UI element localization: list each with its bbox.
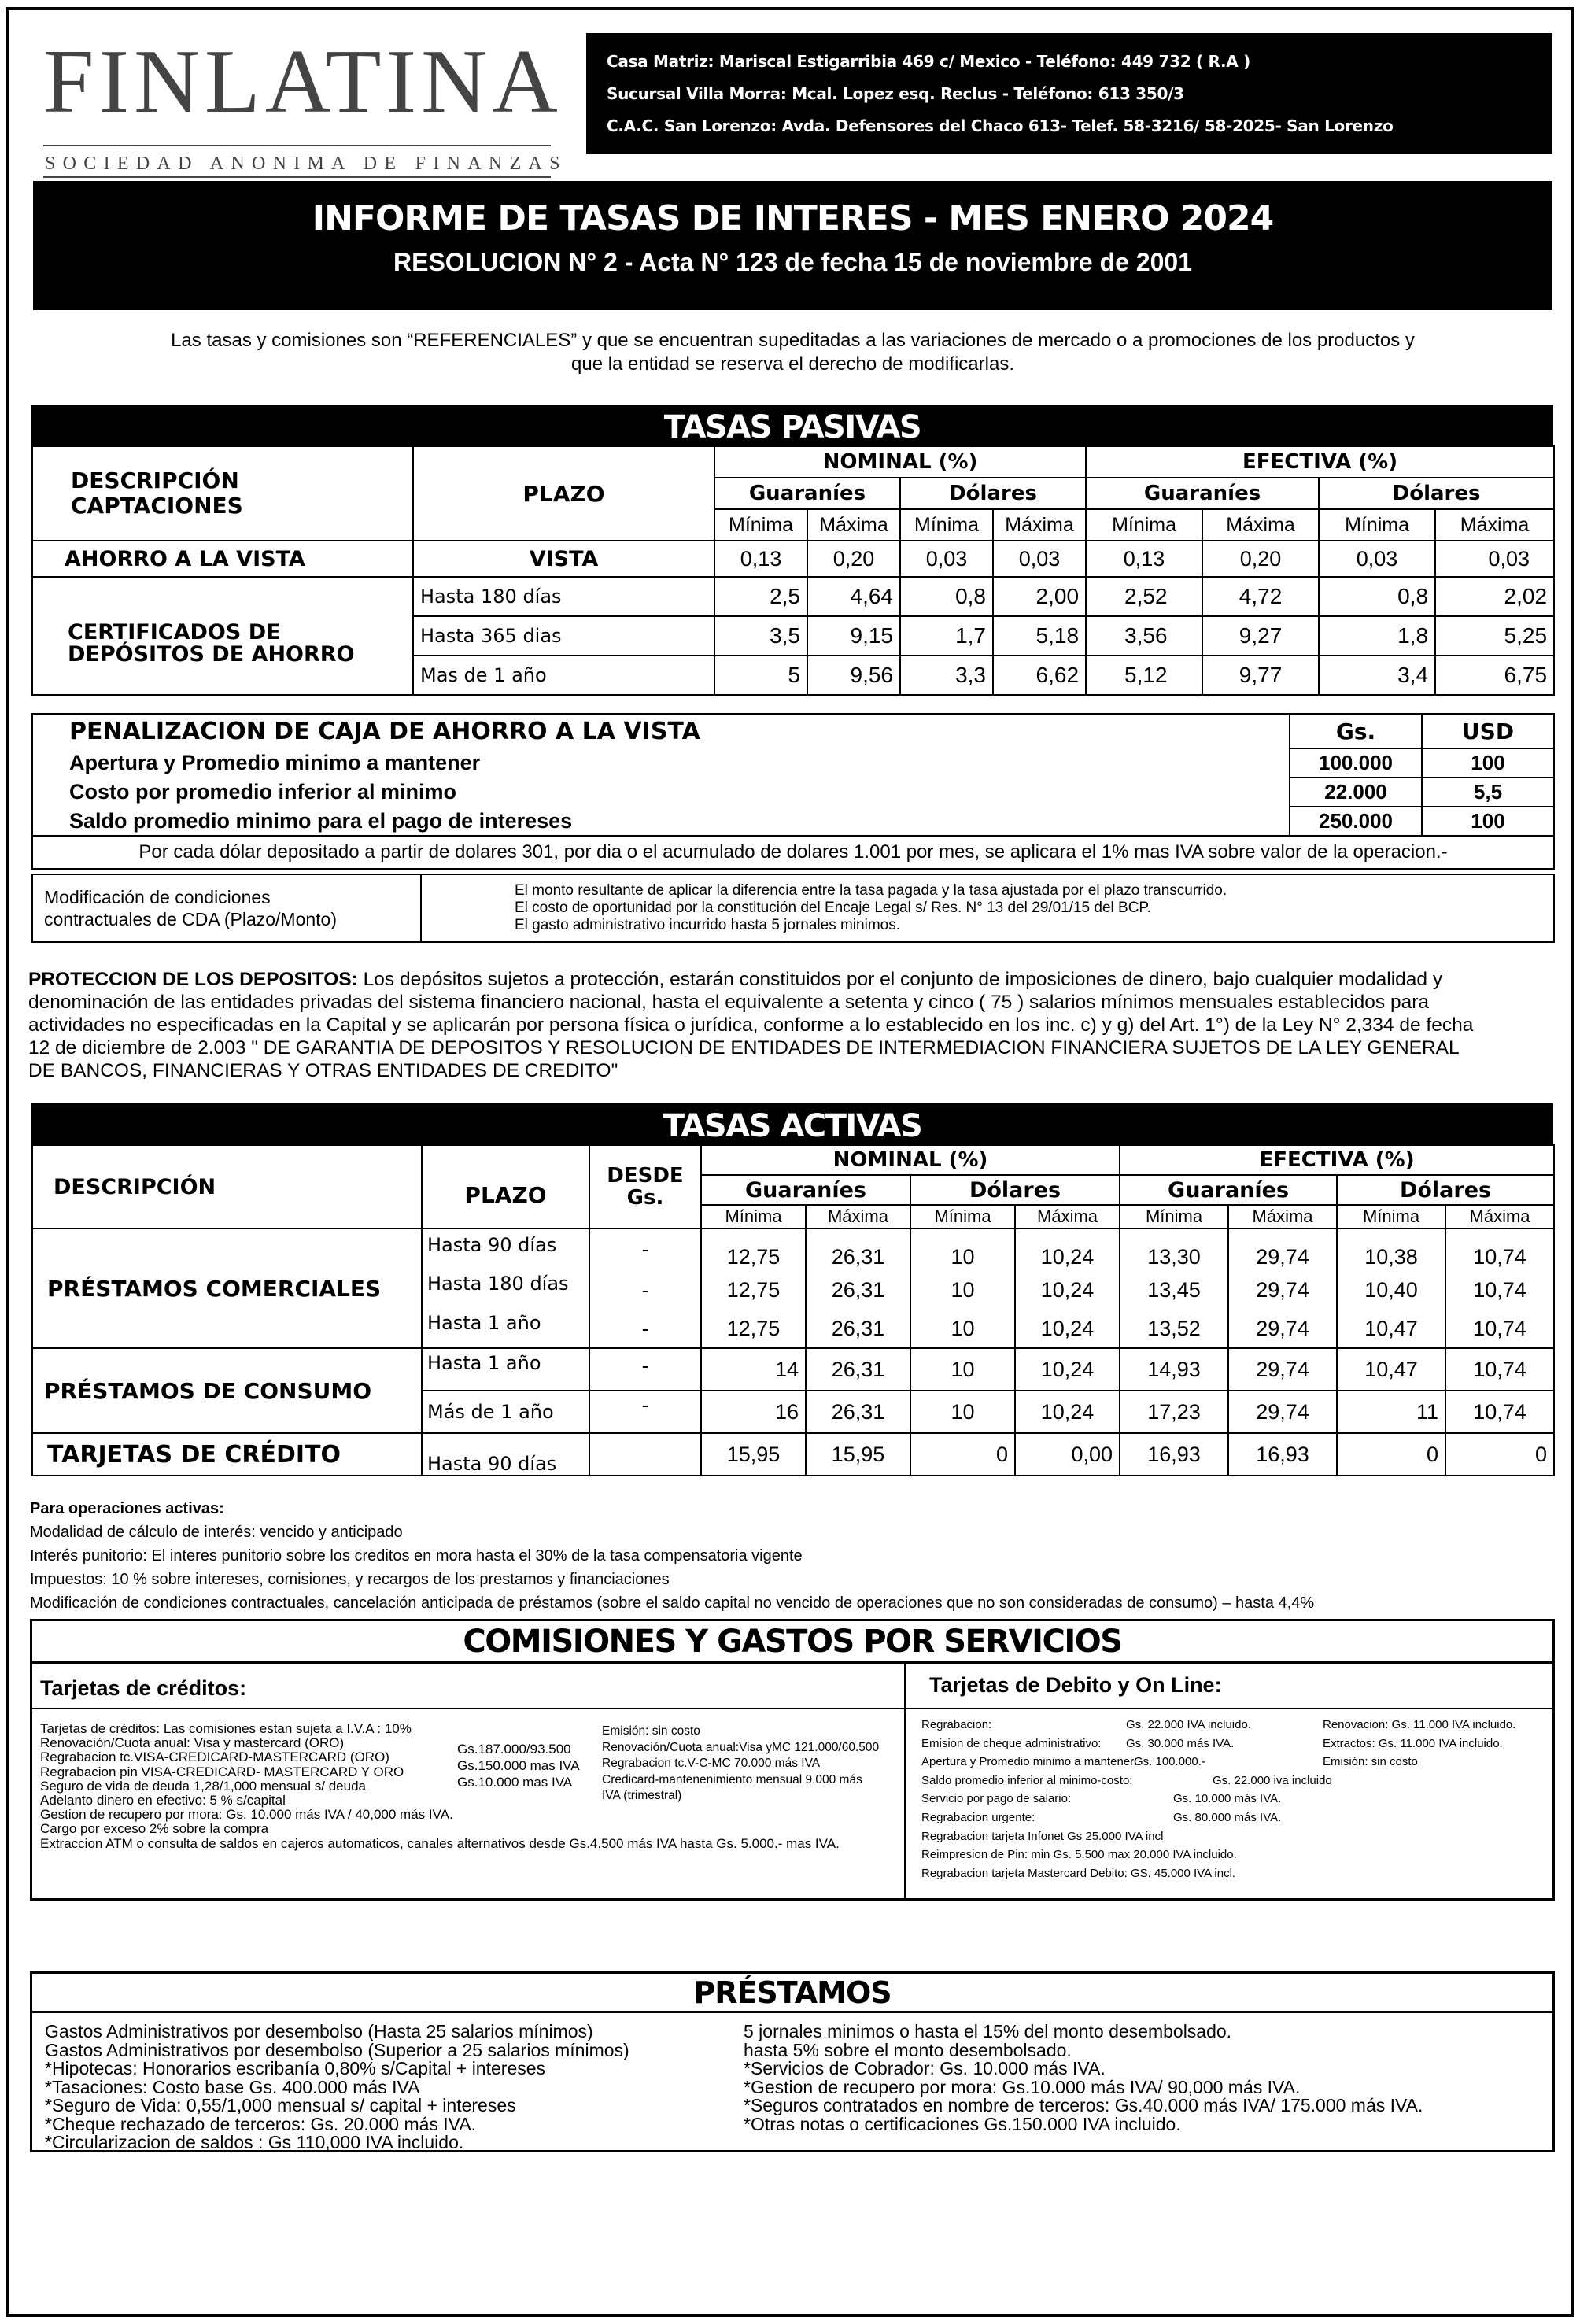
minima-header: Mínima: [900, 509, 993, 541]
desde-cell: -: [589, 1269, 701, 1310]
efectiva-header: EFECTIVA (%): [1086, 446, 1554, 478]
rate-cell: 10,47: [1337, 1348, 1445, 1391]
logo-rule: [43, 145, 551, 146]
rate-cell: 26,31: [806, 1229, 910, 1269]
rate-cell: 16,93: [1120, 1433, 1228, 1476]
rate-cell: 11: [1337, 1391, 1445, 1433]
plazo-cell: Hasta 90 días: [422, 1229, 589, 1269]
rate-cell: 10,74: [1445, 1269, 1554, 1310]
guaranies-header: Guaraníes: [714, 478, 900, 509]
maxima-header: Máxima: [1228, 1205, 1337, 1229]
rate-cell: 16: [701, 1391, 806, 1433]
penalizacion-table: [31, 713, 1555, 870]
plazo-cell: Mas de 1 año: [413, 656, 714, 695]
rate-cell: 14: [701, 1348, 806, 1391]
logo-subtitle: SOCIEDAD ANONIMA DE FINANZAS: [45, 153, 567, 174]
plazo-cell: Hasta 365 dias: [413, 616, 714, 656]
table-row: [32, 577, 1554, 616]
rate-cell: 10,47: [1337, 1310, 1445, 1348]
rate-cell: 0,8: [1319, 577, 1435, 616]
minima-header: Mínima: [714, 509, 807, 541]
gs-header: Gs.: [1290, 714, 1422, 748]
maxima-header: Máxima: [1015, 1205, 1120, 1229]
desc-header: DESCRIPCIÓN: [32, 1145, 422, 1229]
credito-col1: Tarjetas de créditos: Las comisiones estan sujeta a I.V.A : 10% Renovación/Cuota anual: Visa y mastercard (ORO) Regrabacion tc.VISA-CREDICARD-MASTERCARD (ORO) Regrabacion pin VISA-CREDICARD- MASTERCARD Y ORO Seguro de vida de deuda 1,28/1,000 mensual s/ deuda Adelanto dinero en efectivo: 5 % s/capital Gestion de recupero por mora: Gs. 10.000 más IVA / 40,000 más IVA. Cargo por exceso 2% sobre la compra Extraccion ATM o consulta de saldos en cajeros automaticos, canales alternativos desde Gs.4.500 más IVA hasta Gs. 5.000.- mas IVA.: [40, 1721, 840, 1851]
cda-label: CERTIFICADOS DE DEPÓSITOS DE AHORRO: [32, 577, 413, 695]
gs-value: 22.000: [1290, 778, 1422, 807]
dolares-header: Dólares: [910, 1175, 1120, 1205]
rate-cell: 10,24: [1015, 1229, 1120, 1269]
rate-cell: 2,5: [714, 577, 807, 616]
prestamos-title: PRÉSTAMOS: [32, 1974, 1552, 2013]
debito-col2: Gs. 22.000 IVA incluido. Gs. 30.000 más IVA. Gs. 100.000.- Gs. 22.000 iva incluido Gs. 10.000 más IVA. Gs. 80.000 más IVA.: [1126, 1718, 1332, 1824]
rate-cell: 4,72: [1202, 577, 1319, 616]
maxima-header: Máxima: [806, 1205, 910, 1229]
rate-cell: 0,20: [807, 541, 900, 577]
address-line: C.A.C. San Lorenzo: Avda. Defensores del Chaco 613- Telef. 58-3216/ 58-2025- San Lorenzo: [607, 116, 1394, 135]
maxima-header: Máxima: [1435, 509, 1554, 541]
usd-header: USD: [1422, 714, 1554, 748]
rate-cell: 0,13: [1086, 541, 1202, 577]
rate-cell: 17,23: [1120, 1391, 1228, 1433]
rate-cell: 2,02: [1435, 577, 1554, 616]
rate-cell: 5: [714, 656, 807, 695]
maxima-header: Máxima: [1202, 509, 1319, 541]
rate-cell: 0,03: [1319, 541, 1435, 577]
rate-cell: 12,75: [701, 1229, 806, 1269]
divider: [906, 1708, 1555, 1709]
report-title-box: [33, 181, 1552, 310]
rate-cell: 10: [910, 1310, 1015, 1348]
operaciones-notes: Para operaciones activas: Modalidad de cálculo de interés: vencido y anticipado Interés punitorio: El interes punitorio sobre los creditos en mora hasta el 30% de la tasa compensatoria vigente Impuestos: 10 % sobre intereses, comisiones, y recargos de los prestamos y financiaciones Modificación de condiciones contractuales, cancelación anticipada de préstamos (sobre el saldo capital no vencido de operaciones que no son consideradas de consumo) – hasta 4,4%: [30, 1497, 1556, 1615]
rate-cell: 9,15: [807, 616, 900, 656]
credito-col3: Emisión: sin costo Renovación/Cuota anual:Visa yMC 121.000/60.500 Regrabacion tc.V-C-MC 70.000 más IVA Credicard-mantenenimiento mensual 9.000 más IVA (trimestral): [602, 1724, 880, 1802]
rate-cell: 1,7: [900, 616, 993, 656]
maxima-header: Máxima: [807, 509, 900, 541]
table-row: [32, 1348, 1554, 1391]
comisiones-title: COMISIONES Y GASTOS POR SERVICIOS: [32, 1621, 1552, 1664]
rate-cell: 10: [910, 1391, 1015, 1433]
report-subtitle: RESOLUCION N° 2 - Acta N° 123 de fecha 15 de noviembre de 2001: [393, 248, 1192, 276]
rate-cell: 16,93: [1228, 1433, 1337, 1476]
table-row: [32, 748, 1554, 778]
penalizacion-label: Apertura y Promedio minimo a mantener: [32, 748, 1290, 778]
rate-cell: 1,8: [1319, 616, 1435, 656]
desde-cell: -: [589, 1229, 701, 1269]
minima-header: Mínima: [1120, 1205, 1228, 1229]
tasas-pasivas-title: TASAS PASIVAS: [31, 405, 1553, 445]
rate-cell: 4,64: [807, 577, 900, 616]
rate-cell: 9,27: [1202, 616, 1319, 656]
intro-line: Las tasas y comisiones son “REFERENCIALES” y que se encuentran supeditadas a las variaciones de mercado o a promociones de los productos y: [171, 330, 1415, 351]
table-row: [32, 1229, 1554, 1269]
desde-header: DESDE Gs.: [589, 1145, 701, 1229]
logo-wordmark: FINLATINA: [43, 31, 563, 132]
rate-cell: 10,24: [1015, 1269, 1120, 1310]
logo-rule-bottom: [43, 176, 551, 178]
rate-cell: 0,03: [993, 541, 1086, 577]
plazo-cell: Hasta 180 días: [413, 577, 714, 616]
contact-box: [586, 33, 1552, 154]
rate-cell: 13,52: [1120, 1310, 1228, 1348]
operaciones-title: Para operaciones activas:: [30, 1500, 224, 1517]
penalizacion-note: Por cada dólar depositado a partir de dolares 301, por dia o el acumulado de dolares 1.001 por mes, se aplicara el 1% mas IVA sobre valor de la operacion.-: [32, 836, 1554, 869]
prestamos-box: [30, 1971, 1555, 2152]
desde-cell: -: [589, 1348, 701, 1391]
rate-cell: 3,3: [900, 656, 993, 695]
rate-cell: 9,77: [1202, 656, 1319, 695]
rate-cell: 29,74: [1228, 1229, 1337, 1269]
rate-cell: 26,31: [806, 1391, 910, 1433]
table-row: [32, 807, 1554, 836]
prestamos-left: Gastos Administrativos por desembolso (Hasta 25 salarios mínimos) Gastos Administrativos por desembolso (Superior a 25 salarios mínimos) *Hipotecas: Honorarios escribanía 0,80% s/Capital + intereses *Tasaciones: Costo base Gs. 400.000 más IVA *Seguro de Vida: 0,55/1,000 mensual s/ capital + intereses *Cheque rechazado de terceros: Gs. 20.000 más IVA. *Circularizacion de saldos : Gs 110,000 IVA incluido.: [45, 2021, 629, 2152]
rate-cell: 5,12: [1086, 656, 1202, 695]
penalizacion-label: Saldo promedio minimo para el pago de intereses: [32, 807, 1290, 836]
rate-cell: 13,45: [1120, 1269, 1228, 1310]
gs-value: 250.000: [1290, 807, 1422, 836]
gs-value: 100.000: [1290, 748, 1422, 778]
rate-cell: 10,24: [1015, 1391, 1120, 1433]
maxima-header: Máxima: [993, 509, 1086, 541]
guaranies-header: Guaraníes: [701, 1175, 910, 1205]
table-row: [32, 541, 1554, 577]
rate-cell: 5,18: [993, 616, 1086, 656]
tasas-activas-title: TASAS ACTIVAS: [31, 1103, 1553, 1144]
penalizacion-title: PENALIZACION DE CAJA DE AHORRO A LA VISTA: [32, 714, 1290, 748]
desde-cell: -: [589, 1310, 701, 1348]
desde-cell: [589, 1433, 701, 1476]
rate-cell: 0: [910, 1433, 1015, 1476]
plazo-header: PLAZO: [413, 446, 714, 541]
rate-cell: 0,03: [900, 541, 993, 577]
rate-cell: 10: [910, 1229, 1015, 1269]
rate-cell: 26,31: [806, 1269, 910, 1310]
desc-header: DESCRIPCIÓN CAPTACIONES: [32, 446, 413, 541]
proteccion-title: PROTECCION DE LOS DEPOSITOS:: [28, 969, 358, 990]
nominal-header: NOMINAL (%): [714, 446, 1086, 478]
efectiva-header: EFECTIVA (%): [1120, 1145, 1554, 1175]
rate-cell: 26,31: [806, 1348, 910, 1391]
rate-cell: 29,74: [1228, 1391, 1337, 1433]
rate-cell: 12,75: [701, 1269, 806, 1310]
rate-cell: 10,24: [1015, 1348, 1120, 1391]
plazo-cell: Hasta 90 días: [422, 1433, 589, 1476]
divider: [32, 1708, 904, 1709]
rate-cell: 10: [910, 1269, 1015, 1310]
dolares-header: Dólares: [900, 478, 1086, 509]
debito-col1: Regrabacion: Emision de cheque administrativo: Apertura y Promedio minimo a mantener: Saldo promedio inferior al minimo-costo: Servicio por pago de salario: Regrabacion urgente: Regrabacion tarjeta Infonet Gs 25.000 IVA incl Reimpresion de Pin: min Gs. 5.500 max 20.000 IVA incluido. Regrabacion tarjeta Mastercard Debito: GS. 45.000 IVA incl.: [921, 1718, 1237, 1880]
minima-header: Mínima: [910, 1205, 1015, 1229]
plazo-header: PLAZO: [422, 1145, 589, 1229]
rate-cell: 29,74: [1228, 1269, 1337, 1310]
rate-cell: 0,20: [1202, 541, 1319, 577]
rate-cell: 10,40: [1337, 1269, 1445, 1310]
minima-header: Mínima: [1319, 509, 1435, 541]
rate-cell: 10,74: [1445, 1348, 1554, 1391]
dolares-header: Dólares: [1337, 1175, 1554, 1205]
rate-cell: 10,24: [1015, 1310, 1120, 1348]
plazo-cell: Más de 1 año: [422, 1391, 589, 1433]
mod-text: El monto resultante de aplicar la diferencia entre la tasa pagada y la tasa ajustada por el plazo transcurrido. El costo de oportunidad por la constitución del Encaje Legal s/ Res. N° 13 del 29/01/15 del BCP. El gasto administrativo incurrido hasta 5 jornales minimos.: [421, 874, 1554, 942]
usd-value: 5,5: [1422, 778, 1554, 807]
rate-cell: 26,31: [806, 1310, 910, 1348]
desde-cell: -: [589, 1391, 701, 1433]
ahorro-plazo: VISTA: [413, 541, 714, 577]
rate-cell: 15,95: [806, 1433, 910, 1476]
address-line: Casa Matriz: Mariscal Estigarribia 469 c/ Mexico - Teléfono: 449 732 ( R.A ): [607, 52, 1250, 71]
rate-cell: 13,30: [1120, 1229, 1228, 1269]
rate-cell: 5,25: [1435, 616, 1554, 656]
rate-cell: 6,62: [993, 656, 1086, 695]
rate-cell: 9,56: [807, 656, 900, 695]
nominal-header: NOMINAL (%): [701, 1145, 1120, 1175]
tarjetas-credito-title: Tarjetas de créditos:: [40, 1676, 247, 1700]
minima-header: Mínima: [1337, 1205, 1445, 1229]
mod-label: Modificación de condiciones contractuales de CDA (Plazo/Monto): [32, 874, 421, 942]
rate-cell: 14,93: [1120, 1348, 1228, 1391]
table-row: [32, 1433, 1554, 1476]
report-title: INFORME DE TASAS DE INTERES - MES ENERO 2024: [312, 198, 1274, 238]
usd-value: 100: [1422, 807, 1554, 836]
comisiones-box: [30, 1619, 1555, 1901]
tasas-pasivas-table: [31, 445, 1555, 696]
rate-cell: 10,38: [1337, 1229, 1445, 1269]
rate-cell: 3,4: [1319, 656, 1435, 695]
rate-cell: 0: [1445, 1433, 1554, 1476]
usd-value: 100: [1422, 748, 1554, 778]
rate-cell: 29,74: [1228, 1310, 1337, 1348]
debito-col3: Renovacion: Gs. 11.000 IVA incluido. Extractos: Gs. 11.000 IVA incluido. Emisión: sin costo: [1323, 1718, 1516, 1769]
guaranies-header: Guaraníes: [1086, 478, 1319, 509]
modificacion-table: [31, 874, 1555, 943]
rate-cell: 0,13: [714, 541, 807, 577]
rate-cell: 10: [910, 1348, 1015, 1391]
rate-cell: 2,52: [1086, 577, 1202, 616]
rate-cell: 10,74: [1445, 1310, 1554, 1348]
guaranies-header: Guaraníes: [1120, 1175, 1337, 1205]
plazo-cell: Hasta 1 año: [422, 1348, 589, 1391]
address-line: Sucursal Villa Morra: Mcal. Lopez esq. Reclus - Teléfono: 613 350/3: [607, 84, 1184, 103]
consumo-label: PRÉSTAMOS DE CONSUMO: [32, 1348, 422, 1433]
rate-cell: 6,75: [1435, 656, 1554, 695]
rate-cell: 0: [1337, 1433, 1445, 1476]
rate-cell: 29,74: [1228, 1348, 1337, 1391]
rate-cell: 10,74: [1445, 1229, 1554, 1269]
plazo-cell: Hasta 180 días: [422, 1269, 589, 1310]
rate-cell: 10,74: [1445, 1391, 1554, 1433]
minima-header: Mínima: [701, 1205, 806, 1229]
intro-text: [33, 329, 1552, 376]
rate-cell: 0,03: [1435, 541, 1554, 577]
tasas-activas-table: [31, 1144, 1555, 1476]
ahorro-label: AHORRO A LA VISTA: [32, 541, 413, 577]
tarjetas-label: TARJETAS DE CRÉDITO: [32, 1433, 422, 1476]
rate-cell: 0,00: [1015, 1433, 1120, 1476]
tarjetas-debito-title: Tarjetas de Debito y On Line:: [929, 1673, 1222, 1697]
proteccion-text: PROTECCION DE LOS DEPOSITOS: Los depósitos sujetos a protección, estarán constituidos por el conjunto de imposiciones de dinero, bajo cualquier modalidad y denominación de las entidades privadas del sistema financiero nacional, hasta el equivalente a setenta y cinco ( 75 ) salarios mínimos mensuales establecidos para actividades no especificadas en la Capital y se aplicarán por persona física o jurídica, conforme a lo establecido en los inc. c) y g) del Art. 1°) de la Ley N° 2,334 de fecha 12 de diciembre de 2.003 " DE GARANTIA DE DEPOSITOS Y RESOLUCION DE ENTIDADES DE INTERMEDIACION FINANCIERA SUJETOS DE LA LEY GENERAL DE BANCOS, FINANCIERAS Y OTRAS ENTIDADES DE CREDITO": [28, 969, 1474, 1081]
rate-cell: 3,5: [714, 616, 807, 656]
penalizacion-label: Costo por promedio inferior al minimo: [32, 778, 1290, 807]
plazo-cell: Hasta 1 año: [422, 1310, 589, 1348]
minima-header: Mínima: [1086, 509, 1202, 541]
rate-cell: 15,95: [701, 1433, 806, 1476]
divider: [904, 1664, 906, 1898]
maxima-header: Máxima: [1445, 1205, 1554, 1229]
rate-cell: 0,8: [900, 577, 993, 616]
comerciales-label: PRÉSTAMOS COMERCIALES: [32, 1229, 422, 1348]
prestamos-right: 5 jornales minimos o hasta el 15% del monto desembolsado. hasta 5% sobre el monto desembolsado. *Servicios de Cobrador: Gs. 10.000 más IVA. *Gestion de recupero por mora: Gs.10.000 más IVA/ 90,000 más IVA. *Seguros contratados en nombre de terceros: Gs.40.000 más IVA/ 175.000 más IVA. *Otras notas o certificaciones Gs.150.000 IVA incluido.: [744, 2021, 1423, 2134]
rate-cell: 2,00: [993, 577, 1086, 616]
finlatina-logo: [43, 31, 567, 174]
rate-cell: 3,56: [1086, 616, 1202, 656]
table-row: [32, 778, 1554, 807]
dolares-header: Dólares: [1319, 478, 1554, 509]
rate-cell: 12,75: [701, 1310, 806, 1348]
intro-line: que la entidad se reserva el derecho de modificarlas.: [571, 353, 1014, 375]
credito-col2: Gs.187.000/93.500 Gs.150.000 mas IVA Gs.10.000 mas IVA: [457, 1742, 580, 1790]
